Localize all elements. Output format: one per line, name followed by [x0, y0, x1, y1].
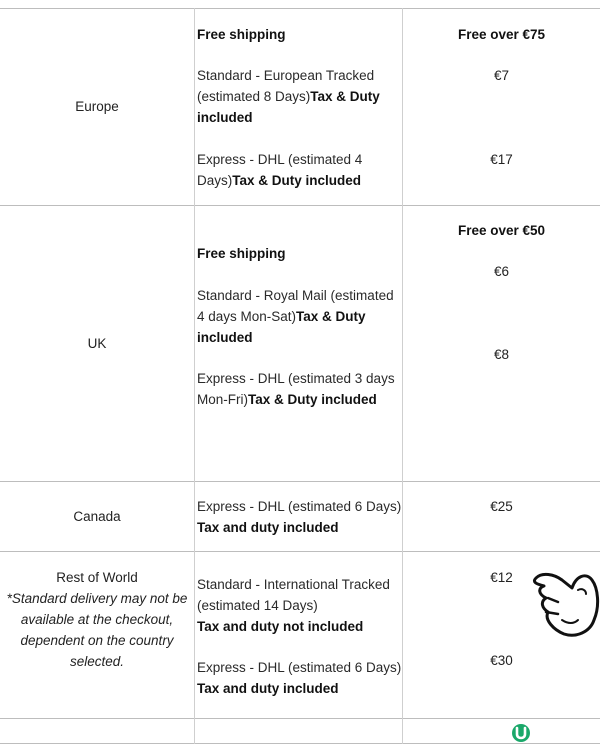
u-logo-icon: [511, 723, 531, 743]
region-rest-of-world: [0, 567, 194, 672]
europe-standard-text: Standard - European Tracked (estimated 8 Days): [197, 68, 375, 104]
rest-of-world-title: Rest of World: [56, 570, 138, 585]
uk-free-shipping-label: Free shipping: [197, 246, 286, 261]
europe-standard-desc: [197, 65, 402, 128]
uk-express-desc: [197, 368, 402, 410]
uk-express-text: Express - DHL (estimated 3 days Mon-Fri): [197, 371, 395, 407]
canada-express-desc: [197, 496, 402, 538]
region-europe: Europe: [75, 99, 119, 114]
europe-standard-price: €7: [493, 68, 510, 83]
europe-standard-suffix: Tax & Duty included: [197, 89, 380, 125]
row-express-text: Express - DHL (estimated 6 Days): [197, 660, 402, 675]
canada-express-price: €25: [490, 499, 513, 514]
uk-standard-price: €6: [493, 264, 510, 279]
uk-express-suffix: Tax & Duty included: [248, 392, 377, 407]
row-standard-price: €12: [490, 570, 513, 585]
europe-express-price: €17: [490, 152, 513, 167]
europe-express-suffix: Tax & Duty included: [232, 173, 362, 188]
europe-express-desc: [197, 149, 402, 191]
region-uk: UK: [87, 336, 107, 351]
europe-free-price: Free over €75: [457, 27, 546, 42]
pointing-hand-icon: [528, 566, 600, 638]
europe-free-shipping-label: Free shipping: [197, 27, 286, 42]
row-express-suffix: Tax and duty included: [197, 681, 339, 696]
uk-standard-desc: [197, 285, 402, 348]
row-divider-row-bottom: [0, 718, 600, 719]
rest-of-world-note: *Standard delivery may not be available at the checkout, dependent on the country selected.: [6, 591, 188, 669]
column-divider-2: [402, 8, 403, 744]
canada-express-text: Express - DHL (estimated 6 Days): [197, 499, 402, 514]
row-divider-canada-row: [0, 551, 600, 552]
row-divider-europe-uk: [0, 205, 600, 206]
table-border-bottom: [0, 743, 600, 744]
row-divider-uk-canada: [0, 481, 600, 482]
uk-standard-text: Standard - Royal Mail (estimated 4 days Mon-Sat): [197, 288, 394, 324]
table-border-top: [0, 8, 600, 9]
row-express-price: €30: [490, 653, 513, 668]
uk-express-price: €8: [493, 347, 510, 362]
row-express-desc: [197, 657, 402, 699]
row-standard-suffix: Tax and duty not included: [197, 619, 364, 634]
canada-express-suffix: Tax and duty included: [197, 520, 339, 535]
region-canada: Canada: [73, 509, 121, 524]
uk-standard-suffix: Tax & Duty included: [197, 309, 366, 345]
row-standard-desc: [197, 574, 402, 637]
row-standard-text: Standard - International Tracked (estimated 14 Days): [197, 577, 390, 613]
column-divider-1: [194, 8, 195, 744]
europe-express-text: Express - DHL (estimated 4 Days): [197, 152, 363, 188]
uk-free-price: Free over €50: [457, 223, 546, 238]
